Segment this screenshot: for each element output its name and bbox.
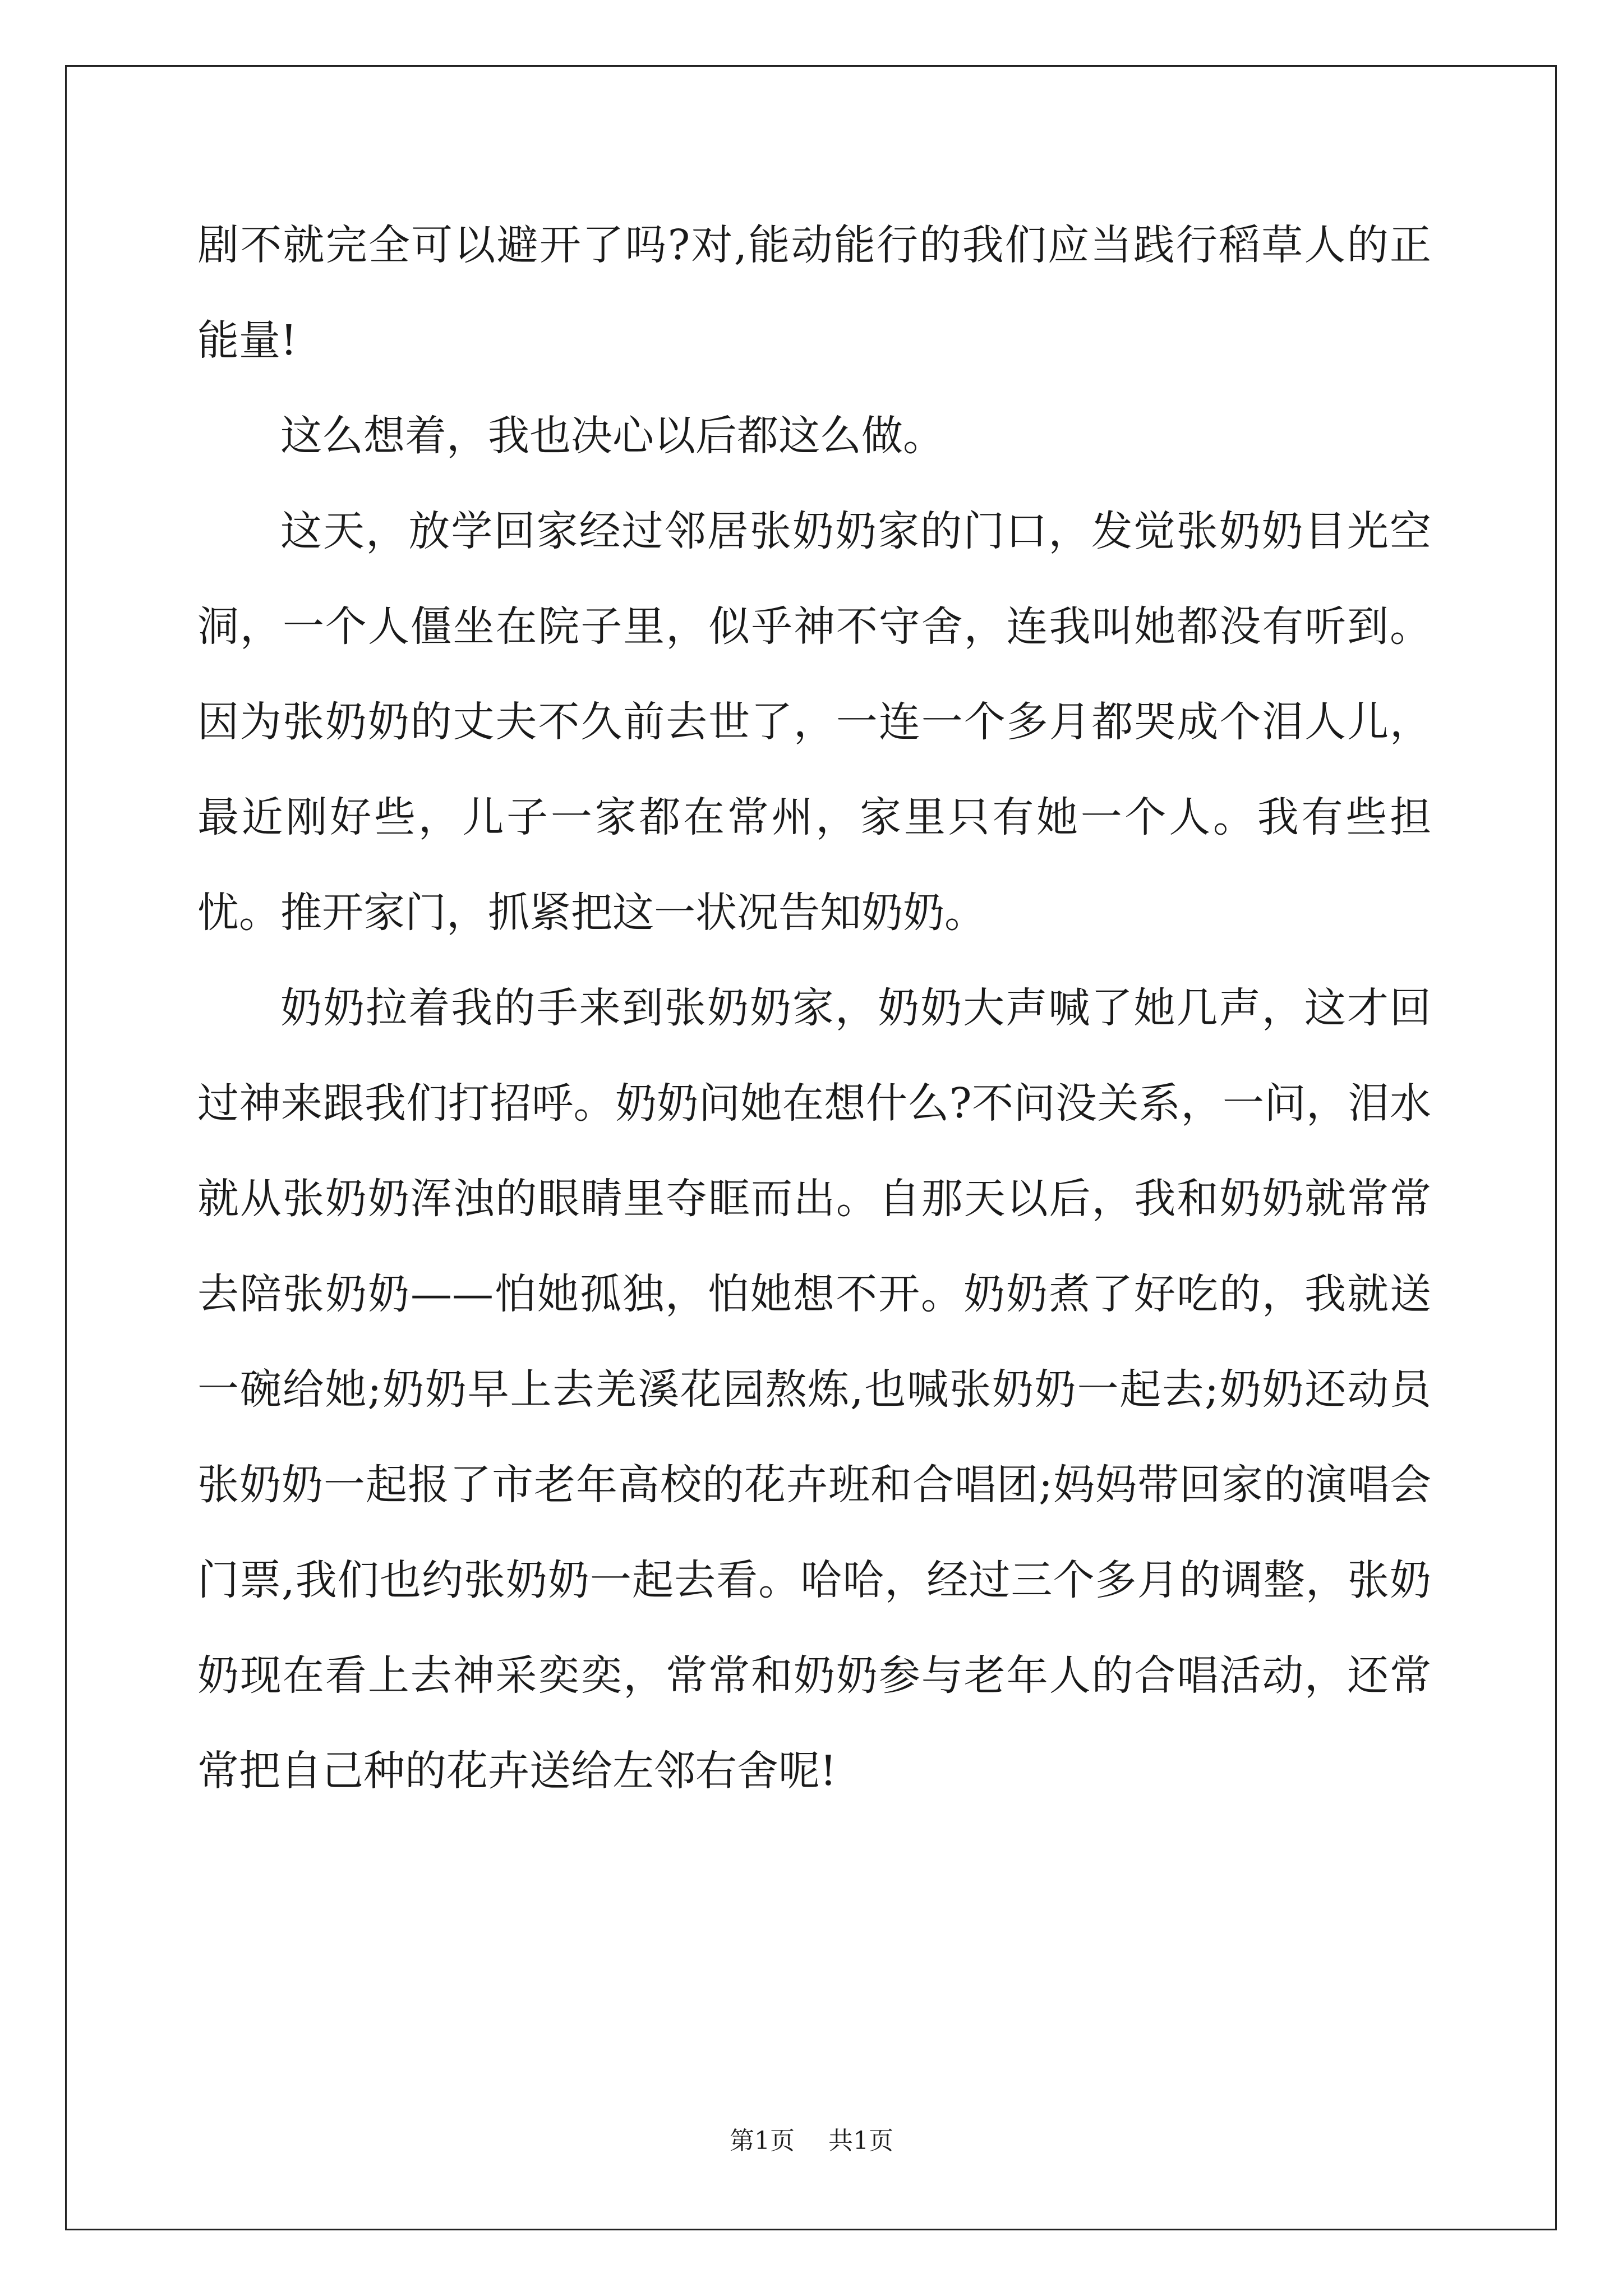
page-footer xyxy=(0,2120,1623,2156)
paragraph: 这天，放学回家经过邻居张奶奶家的门口，发觉张奶奶目光空洞，一个人僵坐在院子里，似乎神不守舍，连我叫她都没有听到。因为张奶奶的丈夫不久前去世了，一连一个多月都哭成个泪人儿，最近刚好些，儿子一家都在常州，家里只有她一个人。我有些担忧。推开家门，抓紧把这一状况告知奶奶。 xyxy=(197,507,1431,937)
page-total: 共1页 xyxy=(828,2127,893,2155)
document-body xyxy=(197,197,1431,1819)
paragraph-continuation: 剧不就完全可以避开了吗?对,能动能行的我们应当践行稻草人的正能量! xyxy=(197,221,1431,365)
page-number: 第1页 xyxy=(730,2127,795,2155)
paragraph: 这么想着，我也决心以后都这么做。 xyxy=(280,412,944,460)
paragraph: 奶奶拉着我的手来到张奶奶家，奶奶大声喊了她几声，这才回过神来跟我们打招呼。奶奶问她在想什么?不问没关系，一问，泪水就从张奶奶浑浊的眼睛里夺眶而出。自那天以后，我和奶奶就常常去陪张奶奶——怕她孤独，怕她想不开。奶奶煮了好吃的，我就送一碗给她;奶奶早上去羌溪花园熬炼,也喊张奶奶一起去;奶奶还动员张奶奶一起报了市老年高校的花卉班和合唱团;妈妈带回家的演唱会门票,我们也约张奶奶一起去看。哈哈，经过三个多月的调整，张奶奶现在看上去神采奕奕，常常和奶奶参与老年人的合唱活动，还常常把自己种的花卉送给左邻右舍呢! xyxy=(197,984,1431,1795)
